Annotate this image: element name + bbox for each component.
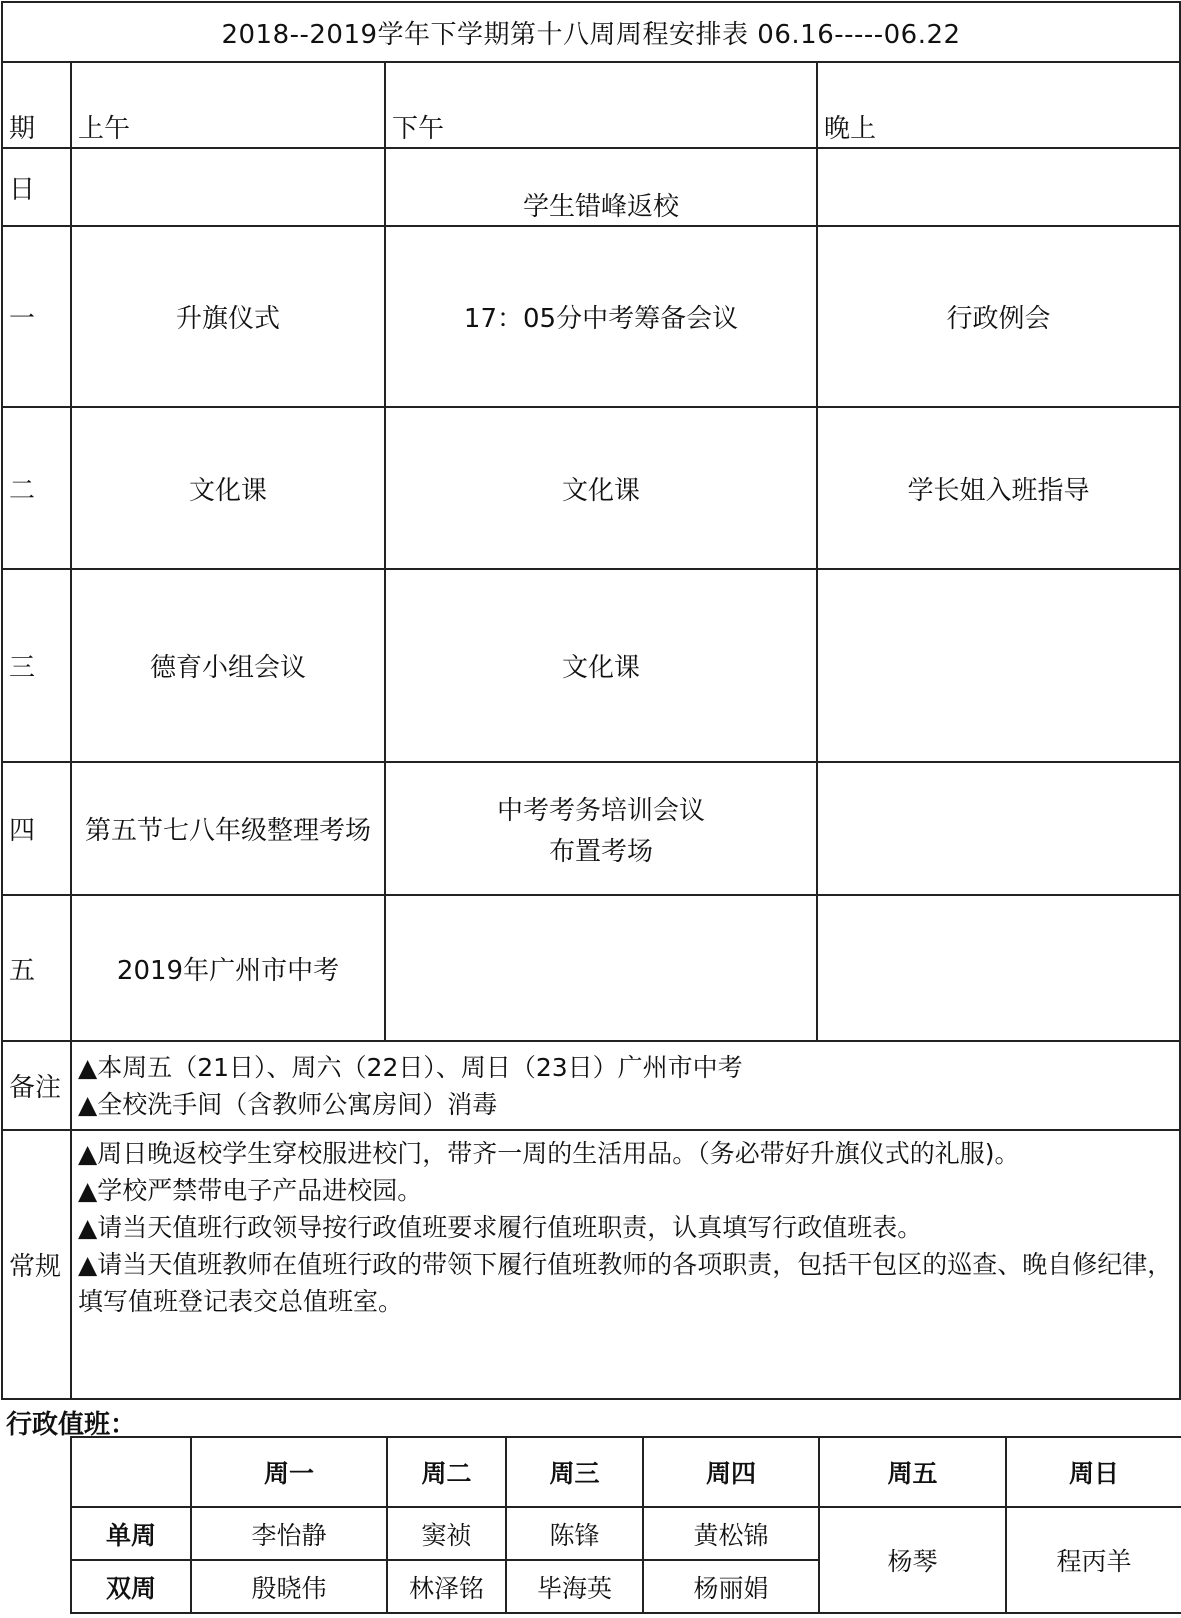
header-morning: 上午	[71, 62, 385, 148]
day-label: 三	[2, 569, 71, 762]
morning-cell: 文化课	[71, 407, 385, 569]
header-row	[2, 62, 1180, 148]
morning-cell: 升旗仪式	[71, 226, 385, 407]
duty-header-fri: 周五	[819, 1437, 1006, 1507]
duty-header-wed: 周三	[506, 1437, 643, 1507]
day-label: 五	[2, 895, 71, 1041]
duty-title: 行政值班：	[6, 1410, 137, 1440]
evening-cell	[817, 762, 1180, 895]
regular-line: ▲请当天值班教师在值班行政的带领下履行值班教师的各项职责，包括干包区的巡查、晚自修纪律，填写值班登记表交总值班室。	[78, 1250, 1173, 1316]
duty-name: 李怡静	[191, 1507, 387, 1560]
duty-sunday: 程丙羊	[1006, 1507, 1181, 1613]
duty-table	[70, 1436, 1181, 1614]
regular-row	[2, 1130, 1180, 1399]
evening-cell	[817, 148, 1180, 226]
notes-cell	[71, 1041, 1180, 1130]
morning-cell: 第五节七八年级整理考场	[71, 762, 385, 895]
header-evening: 晚上	[817, 62, 1180, 148]
afternoon-cell: 文化课	[385, 407, 817, 569]
afternoon-cell	[385, 762, 817, 895]
duty-header-sun: 周日	[1006, 1437, 1181, 1507]
day-row-wednesday	[2, 569, 1180, 762]
single-week-label: 单周	[71, 1507, 191, 1560]
day-label: 四	[2, 762, 71, 895]
day-row-thursday	[2, 762, 1180, 895]
morning-cell: 德育小组会议	[71, 569, 385, 762]
day-label: 二	[2, 407, 71, 569]
regular-line: ▲周日晚返校学生穿校服进校门，带齐一周的生活用品。（务必带好升旗仪式的礼服)。	[78, 1139, 1020, 1168]
notes-line: ▲全校洗手间（含教师公寓房间）消毒	[78, 1089, 498, 1119]
day-row-monday	[2, 226, 1180, 407]
duty-name: 林泽铭	[387, 1560, 506, 1613]
evening-cell	[817, 895, 1180, 1041]
day-label: 一	[2, 226, 71, 407]
afternoon-line: 中考考务培训会议	[496, 795, 705, 826]
afternoon-cell: 17：05分中考筹备会议	[385, 226, 817, 407]
duty-name: 毕海英	[506, 1560, 643, 1613]
schedule-title: 2018--2019学年下学期第十八周周程安排表 06.16-----06.22	[2, 2, 1180, 62]
duty-header-thu: 周四	[643, 1437, 819, 1507]
duty-name: 窦祯	[387, 1507, 506, 1560]
duty-header-tue: 周二	[387, 1437, 506, 1507]
weekly-schedule-table	[1, 1, 1181, 1400]
duty-name: 杨丽娟	[643, 1560, 819, 1613]
day-row-tuesday	[2, 407, 1180, 569]
duty-header-mon: 周一	[191, 1437, 387, 1507]
day-row-sunday	[2, 148, 1180, 226]
notes-label: 备注	[2, 1041, 71, 1130]
duty-friday: 杨琴	[819, 1507, 1006, 1613]
duty-header-blank	[71, 1437, 191, 1507]
notes-row	[2, 1041, 1180, 1130]
afternoon-cell	[385, 895, 817, 1041]
header-day: 期	[2, 62, 71, 148]
morning-cell	[71, 148, 385, 226]
evening-cell: 学长姐入班指导	[817, 407, 1180, 569]
notes-line: ▲本周五（21日）、周六（22日）、周日（23日）广州市中考	[78, 1052, 743, 1082]
duty-header-row	[71, 1437, 1181, 1507]
day-label: 日	[2, 148, 71, 226]
duty-name: 殷晓伟	[191, 1560, 387, 1613]
evening-cell	[817, 569, 1180, 762]
regular-label: 常规	[2, 1130, 71, 1399]
day-row-friday	[2, 895, 1180, 1041]
regular-line: ▲请当天值班行政领导按行政值班要求履行值班职责，认真填写行政值班表。	[78, 1213, 923, 1242]
afternoon-cell: 文化课	[385, 569, 817, 762]
morning-cell: 2019年广州市中考	[71, 895, 385, 1041]
regular-cell	[71, 1130, 1180, 1399]
afternoon-line: 布置考场	[548, 836, 653, 867]
duty-row-single-week	[71, 1507, 1181, 1560]
duty-name: 黄松锦	[643, 1507, 819, 1560]
evening-cell: 行政例会	[817, 226, 1180, 407]
duty-name: 陈锋	[506, 1507, 643, 1560]
afternoon-cell: 学生错峰返校	[385, 148, 817, 226]
regular-line: ▲学校严禁带电子产品进校园。	[78, 1176, 423, 1205]
header-afternoon: 下午	[385, 62, 817, 148]
double-week-label: 双周	[71, 1560, 191, 1613]
